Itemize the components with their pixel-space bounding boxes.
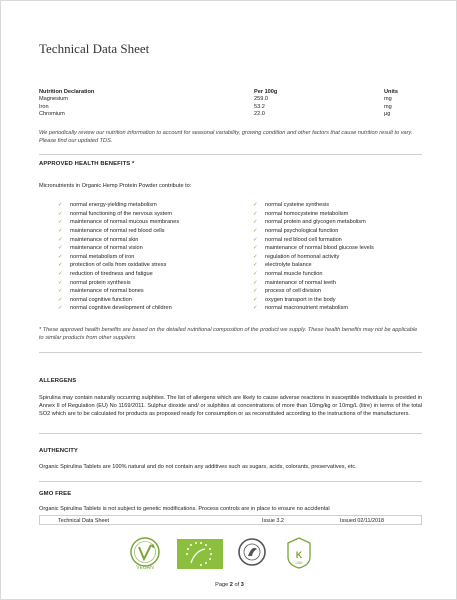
checkmark-icon: ✓ — [253, 228, 258, 235]
nutrient-name: Chromium — [39, 111, 65, 118]
benefit-text: maintenance of normal mucous membranes — [70, 219, 180, 226]
checkmark-icon: ✓ — [58, 305, 63, 312]
footer-info-bar — [39, 515, 422, 525]
gmo-heading: GMO FREE — [39, 491, 72, 497]
divider — [39, 433, 422, 434]
benefit-text: normal functioning of the nervous system — [70, 210, 172, 217]
benefit-item — [58, 210, 179, 219]
benefit-item — [58, 235, 179, 244]
benefits-list-right — [253, 201, 374, 313]
divider — [39, 154, 422, 155]
benefit-text: normal homocysteine metabolism — [265, 210, 349, 217]
checkmark-icon: ✓ — [253, 202, 258, 209]
checkmark-icon: ✓ — [58, 210, 63, 217]
vegan-logo — [129, 535, 161, 571]
benefit-item — [253, 227, 374, 236]
nutrient-name: Iron — [39, 103, 49, 110]
nutrient-name: Magnesium — [39, 96, 68, 103]
checkmark-icon: ✓ — [253, 219, 258, 226]
benefit-item — [253, 261, 374, 270]
checkmark-icon: ✓ — [58, 262, 63, 269]
checkmark-icon: ✓ — [253, 210, 258, 217]
nutrition-row — [39, 104, 419, 111]
benefit-text: normal energy-yielding metabolism — [70, 202, 157, 209]
benefit-item — [58, 244, 179, 253]
eu-organic-leaf-logo — [177, 539, 223, 569]
benefit-item — [58, 304, 179, 313]
footer-doc-name: Technical Data Sheet — [58, 517, 109, 524]
nutrition-header: Nutrition Declaration — [39, 89, 95, 95]
svg-text:K: K — [295, 550, 303, 560]
checkmark-icon: ✓ — [253, 279, 258, 286]
checkmark-icon: ✓ — [58, 228, 63, 235]
benefit-item — [58, 296, 179, 305]
benefit-text: normal red blood cell formation — [265, 236, 342, 243]
checkmark-icon: ✓ — [58, 236, 63, 243]
document-title: Technical Data Sheet — [39, 41, 150, 56]
benefit-item — [58, 261, 179, 270]
benefit-text: normal protein and glycogen metabolism — [265, 219, 366, 226]
checkmark-icon: ✓ — [253, 236, 258, 243]
benefit-item — [253, 244, 374, 253]
page-of: of — [234, 582, 240, 588]
benefit-item — [58, 287, 179, 296]
checkmark-icon: ✓ — [253, 253, 258, 260]
benefit-text: maintenance of normal skin — [70, 236, 139, 243]
nutrient-value: 259.0 — [254, 96, 268, 103]
benefit-text: maintenance of normal teeth — [265, 279, 336, 286]
benefit-text: maintenance of normal bones — [70, 288, 144, 295]
footer-issued-date: Issued 02/11/2018 — [340, 517, 384, 524]
authenticity-text: Organic Spirulina Tablets are 100% natural and do not contain any additives such as sugars, acids, colorants, preservatives, etc. — [39, 464, 357, 470]
footer-issue: Issue 3.2 — [262, 517, 284, 524]
benefit-item — [253, 304, 374, 313]
checkmark-icon: ✓ — [58, 288, 63, 295]
page-prefix: Page — [215, 582, 229, 588]
benefit-item — [253, 218, 374, 227]
benefit-text: normal psychological function — [265, 228, 339, 235]
nutrient-unit: µg — [384, 111, 391, 118]
benefits-intro: Micronutrients in Organic Hemp Protein Powder contribute to: — [39, 183, 192, 189]
benefit-item — [58, 278, 179, 287]
benefit-item — [253, 210, 374, 219]
checkmark-icon: ✓ — [58, 219, 63, 226]
gmo-text: Organic Spirulina Tablets is not subject to genetic modifications. Process controls are in place to ensure no accidental — [39, 506, 330, 512]
page-current: 2 — [229, 582, 233, 588]
benefit-item — [253, 201, 374, 210]
nutrition-header-row — [39, 89, 419, 96]
kosher-logo — [285, 537, 313, 569]
benefit-item — [253, 296, 374, 305]
benefit-text: maintenance of normal vision — [70, 245, 143, 252]
benefits-heading: APPROVED HEALTH BENEFITS * — [39, 161, 135, 167]
nutrition-header: Units — [384, 89, 398, 95]
benefit-text: process of cell division — [265, 288, 321, 295]
benefits-list-left — [58, 201, 179, 313]
divider — [39, 352, 422, 353]
nutrient-unit: mg — [384, 96, 392, 103]
benefit-text: normal muscle function — [265, 271, 323, 278]
benefit-item — [58, 218, 179, 227]
benefit-text: normal protein synthesis — [70, 279, 131, 286]
soil-association-logo — [237, 537, 267, 569]
benefit-text: normal cognitive development of children — [70, 305, 172, 312]
checkmark-icon: ✓ — [253, 271, 258, 278]
benefit-item — [58, 270, 179, 279]
checkmark-icon: ✓ — [253, 296, 258, 303]
benefit-item — [253, 253, 374, 262]
benefit-text: normal cognitive function — [70, 296, 132, 303]
allergens-heading: ALLERGENS — [39, 378, 77, 384]
vegan-logo-text: VEGAN — [136, 565, 154, 571]
benefits-footnote: * These approved health benefits are based on the detailed nutritional composition of the product we supply. These health benefits may not be applicable to similar products from other suppliers — [39, 327, 418, 341]
benefit-text: maintenance of normal red blood cells — [70, 228, 165, 235]
nutrition-row — [39, 111, 419, 118]
nutrient-value: 22.0 — [254, 111, 265, 118]
benefit-text: electrolyte balance — [265, 262, 312, 269]
checkmark-icon: ✓ — [58, 253, 63, 260]
checkmark-icon: ✓ — [58, 271, 63, 278]
benefit-item — [253, 270, 374, 279]
checkmark-icon: ✓ — [253, 288, 258, 295]
authenticity-heading: AUTHENCITY — [39, 448, 78, 454]
nutrient-value: 53.2 — [254, 103, 265, 110]
certification-logos — [1, 535, 457, 575]
checkmark-icon: ✓ — [253, 245, 258, 252]
benefit-text: normal cysteine synthesis — [265, 202, 330, 209]
benefit-text: normal macronutrient metabolism — [265, 305, 349, 312]
checkmark-icon: ✓ — [253, 305, 258, 312]
benefit-item — [58, 201, 179, 210]
checkmark-icon: ✓ — [58, 245, 63, 252]
benefit-text: normal metabolism of iron — [70, 253, 135, 260]
allergens-text: Spirulina may contain naturally occurring sulphites. The list of allergens which are likely to cause adverse reactions in susceptible individuals is provided in Annex II of Regulation (EU) No 1169/2011. Sulphur dioxide and/ or sulphites at concentrations of more than 10mg/kg or 10mg/L (litre) in terms of the total SO2 which are to be calculated for products as proposed ready for consumption or as reconstituted according to the instructions of the manufacturers. — [39, 395, 422, 417]
nutrition-header: Per 100g — [254, 89, 278, 95]
page-total: 3 — [240, 582, 244, 588]
benefit-item — [253, 235, 374, 244]
benefit-text: oxygen transport in the body — [265, 296, 336, 303]
benefit-item — [58, 253, 179, 262]
benefit-item — [253, 287, 374, 296]
benefit-item — [58, 227, 179, 236]
divider — [39, 481, 422, 482]
nutrition-table — [39, 89, 419, 119]
nutrition-row — [39, 96, 419, 103]
benefit-text: regulation of hormonal activity — [265, 253, 340, 260]
kosher-logo-text: LBD — [295, 561, 303, 565]
benefit-text: reduction of tiredness and fatigue — [70, 271, 153, 278]
checkmark-icon: ✓ — [253, 262, 258, 269]
nutrition-note: We periodically review our nutrition information to account for seasonal variability, growing condition and other factors that cause nutrition result to vary. Please find our updated TDS. — [39, 130, 413, 144]
nutrient-unit: mg — [384, 103, 392, 110]
checkmark-icon: ✓ — [58, 296, 63, 303]
checkmark-icon: ✓ — [58, 279, 63, 286]
benefit-item — [253, 278, 374, 287]
page-number — [1, 582, 457, 588]
benefit-text: protection of cells from oxidative stress — [70, 262, 167, 269]
benefit-text: maintenance of normal blood glucose levels — [265, 245, 374, 252]
checkmark-icon: ✓ — [58, 202, 63, 209]
